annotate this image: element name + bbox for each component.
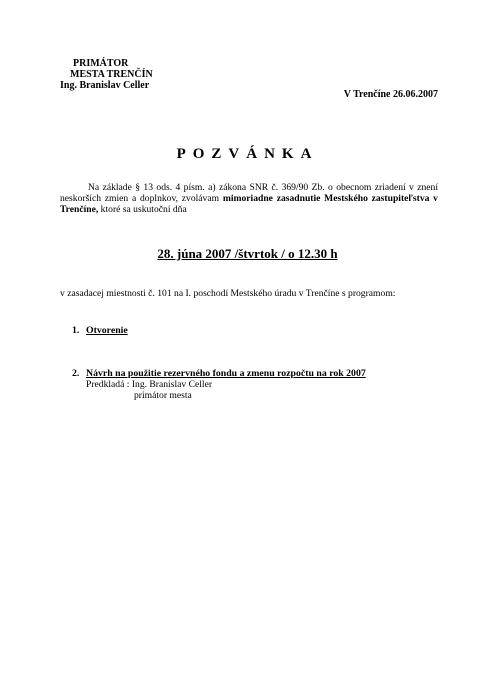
sender-city: MESTA TRENČÍN	[70, 69, 153, 80]
sender-name: Ing. Branislav Celler	[60, 80, 150, 91]
program-item	[72, 325, 128, 336]
meeting-datetime: 28. júna 2007 /štvrtok / o 12.30 h	[157, 246, 338, 261]
intro-text-start: Na základe § 13 ods. 4 písm. a) zákona SNR č. 369/90 Zb. o obecnom zriadení v znení neskorších zmien a doplnkov, zvolávam	[60, 182, 438, 205]
sender-title: PRIMÁTOR	[73, 58, 129, 69]
intro-text-bold: mimoriadne zasadnutie Mestského zastupiteľstva v Trenčíne,	[60, 193, 438, 216]
venue-text: v zasadacej miestnosti č. 101 na I. poschodí Mestského úradu v Trenčíne s programom:	[60, 288, 396, 299]
intro-paragraph	[60, 182, 438, 216]
intro-text-end: ktoré sa uskutoční dňa	[98, 204, 187, 216]
program-item-text: Otvorenie	[86, 325, 128, 336]
document-title: POZVÁNKA	[176, 146, 319, 162]
program-item	[72, 368, 366, 379]
presenter-line: Predkladá : Ing. Branislav Celler	[86, 379, 213, 390]
sender-block	[60, 58, 153, 91]
document-date: V Trenčíne 26.06.2007	[343, 89, 438, 100]
program-item-number: 2.	[72, 368, 80, 379]
program-item-text: Návrh na použitie rezervného fondu a zmenu rozpočtu na rok 2007	[86, 368, 366, 379]
program-item-number: 1.	[72, 325, 80, 336]
presenter-role: primátor mesta	[134, 390, 192, 401]
